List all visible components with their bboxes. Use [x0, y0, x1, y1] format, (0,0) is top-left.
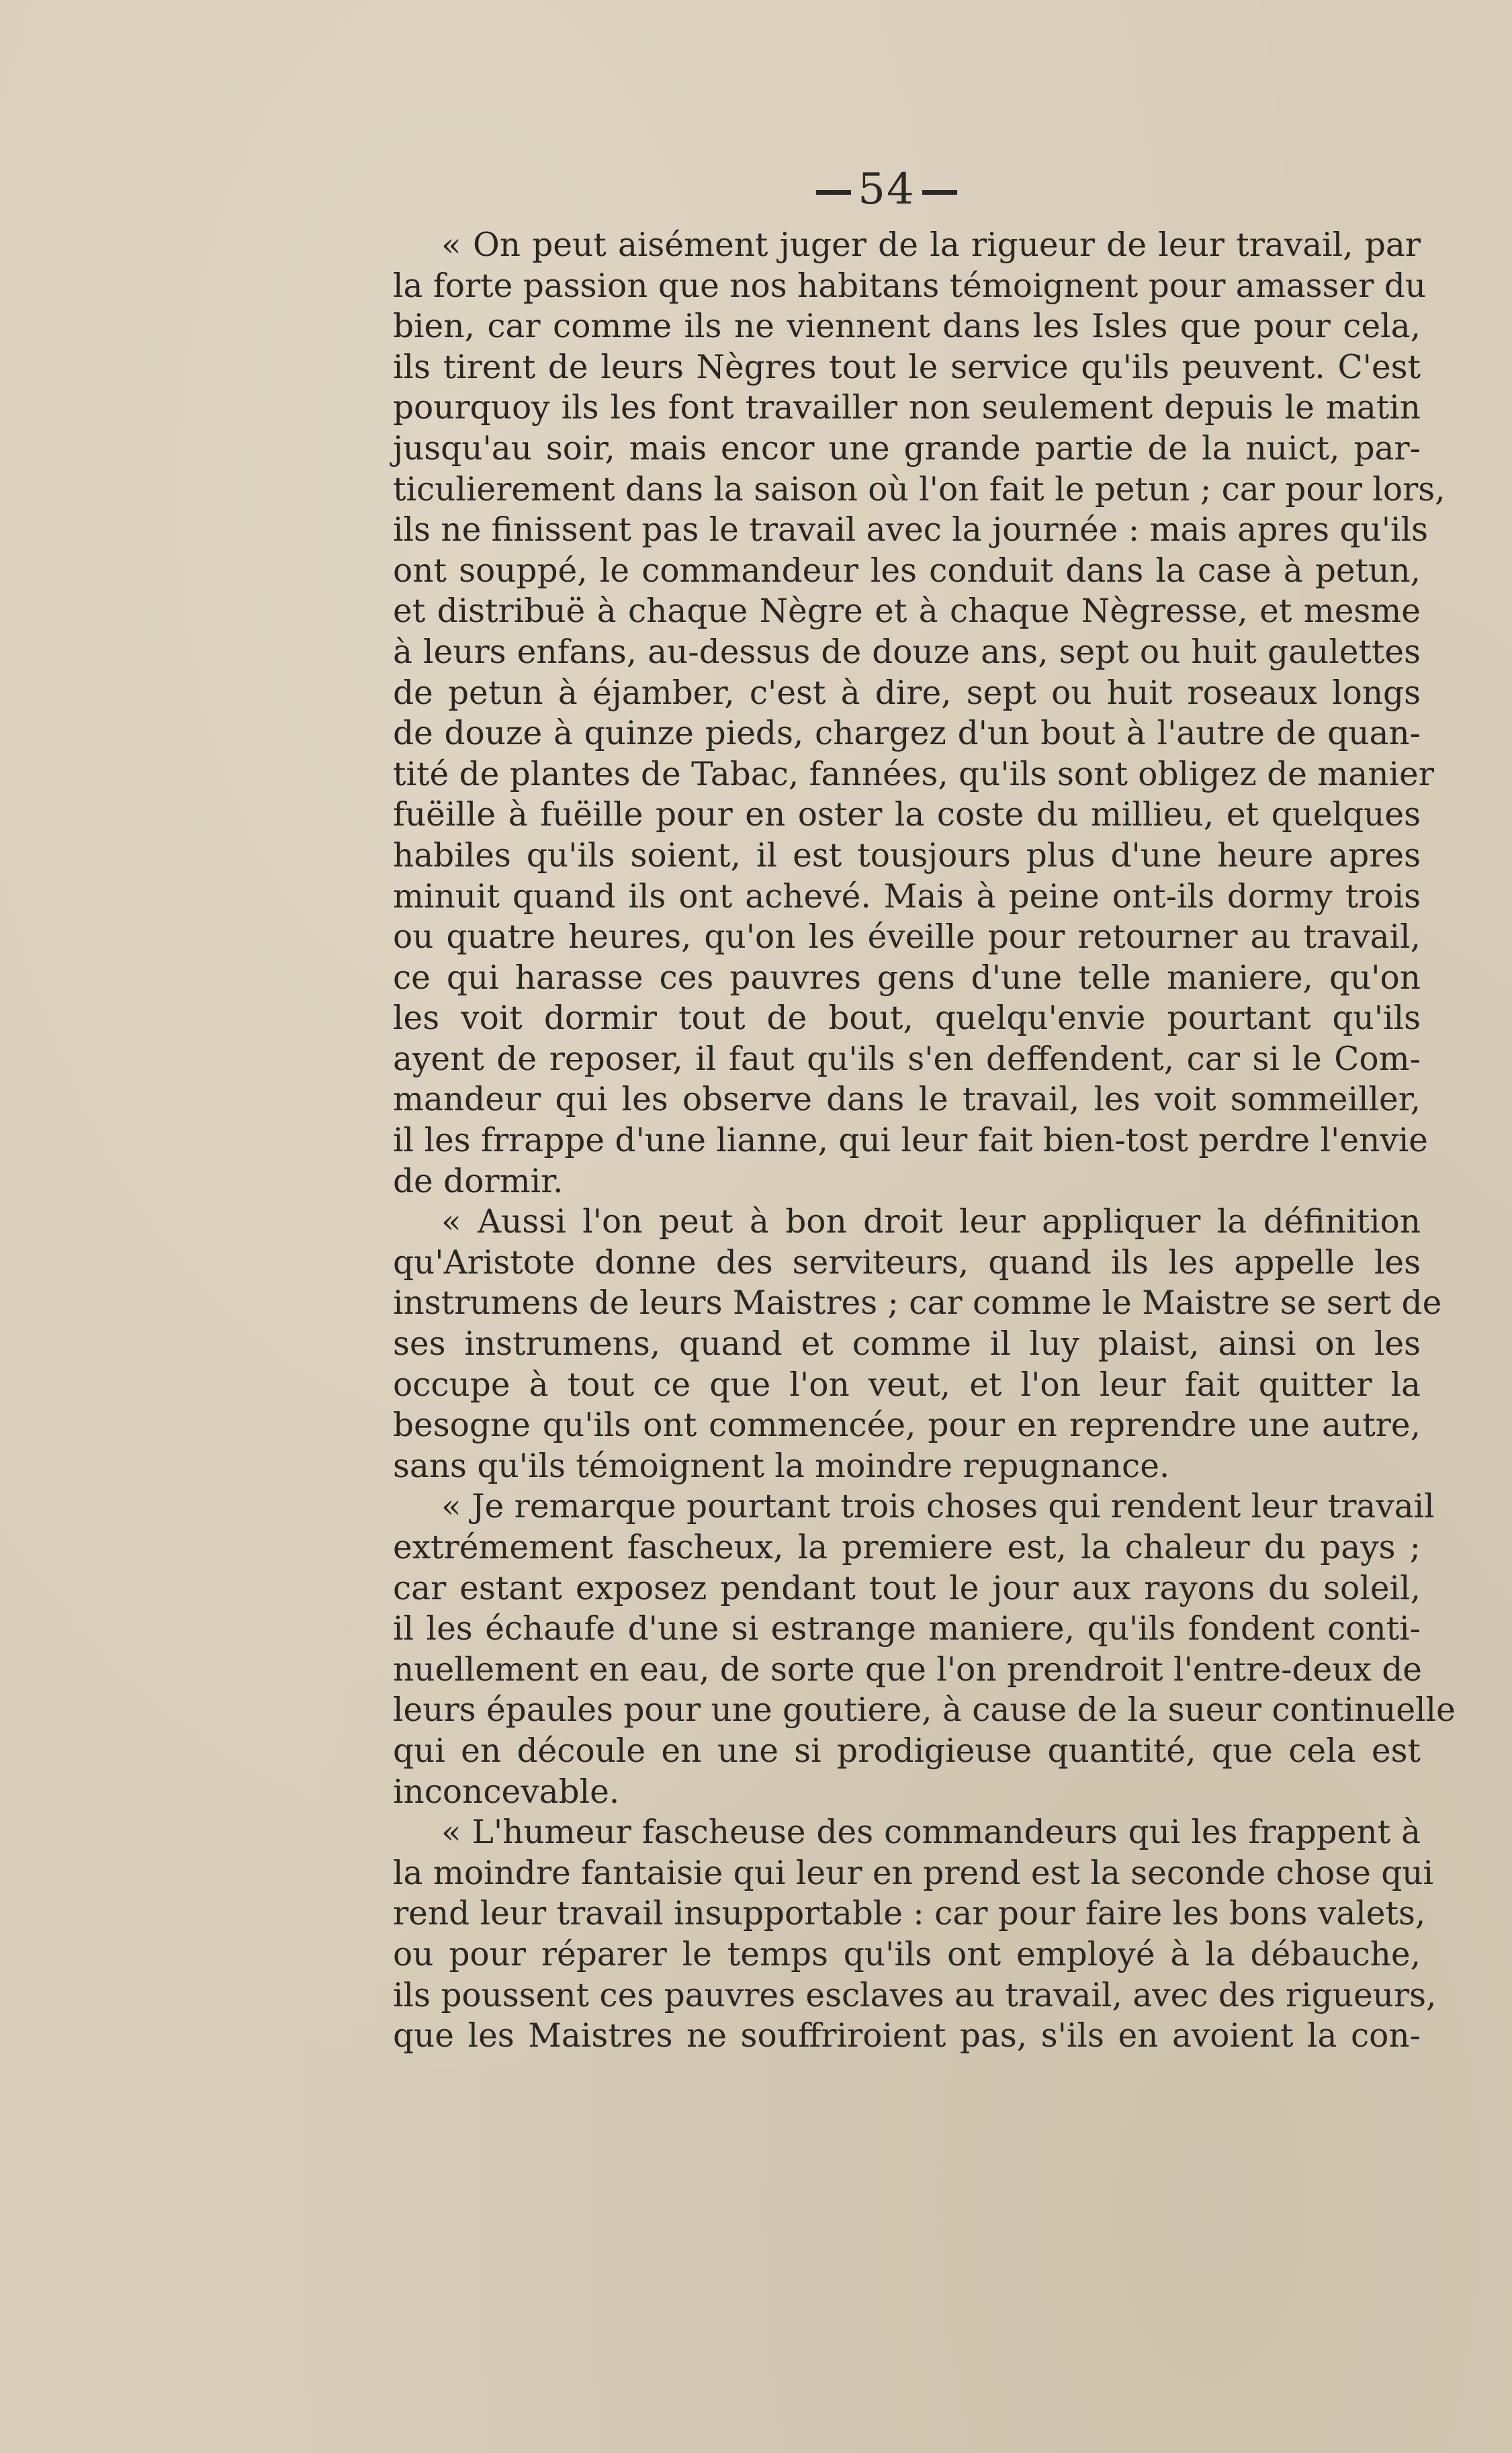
text-line: de douze à quinze pieds, chargez d'un bout à l'autre de quan-	[393, 715, 1421, 753]
text-line: ce qui harasse ces pauvres gens d'une telle maniere, qu'on	[393, 958, 1421, 997]
text-line: la moindre fantaisie qui leur en prend est la seconde chose qui	[393, 1854, 1434, 1892]
page-number-text: 54	[858, 165, 916, 214]
text-line: ou pour réparer le temps qu'ils ont employé à la débauche,	[393, 1935, 1421, 1973]
page-number	[793, 165, 981, 214]
text-line: et distribuë à chaque Nègre et à chaque Nègresse, et mesme	[393, 592, 1421, 631]
text-line: nuellement en eau, de sorte que l'on prendroit l'entre-deux de	[393, 1650, 1422, 1689]
text-line: fuëille à fuëille pour en oster la coste du millieu, et quelques	[393, 796, 1421, 834]
text-line: qui en découle en une si prodigieuse quantité, que cela est	[393, 1732, 1421, 1770]
text-line: il les frrappe d'une lianne, qui leur fait bien-tost perdre l'envie	[393, 1122, 1428, 1160]
text-line: habiles qu'ils soient, il est tousjours plus d'une heure apres	[393, 836, 1421, 875]
text-line: leurs épaules pour une goutiere, à cause de la sueur continuelle	[393, 1691, 1456, 1730]
text-line: il les échaufe d'une si estrange maniere, qu'ils fondent conti-	[393, 1610, 1421, 1648]
text-line: à leurs enfans, au-dessus de douze ans, sept ou huit gaulettes	[393, 633, 1421, 671]
text-line: sans qu'ils témoignent la moindre repugnance.	[393, 1447, 1170, 1485]
text-line: rend leur travail insupportable : car pour faire les bons valets,	[393, 1895, 1426, 1933]
text-line: de dormir.	[393, 1162, 564, 1200]
text-line: bien, car comme ils ne viennent dans les Isles que pour cela,	[393, 308, 1421, 346]
text-line: tité de plantes de Tabac, fannées, qu'ils sont obligez de manier	[393, 755, 1434, 793]
body-text	[393, 225, 1456, 2057]
text-line: car estant exposez pendant tout le jour aux rayons du soleil,	[393, 1569, 1421, 1607]
text-line: occupe à tout ce que l'on veut, et l'on leur fait quitter la	[393, 1366, 1421, 1404]
text-line: ou quatre heures, qu'on les éveille pour retourner au travail,	[393, 918, 1421, 956]
text-line: ils poussent ces pauvres esclaves au travail, avec des rigueurs,	[393, 1976, 1437, 2014]
text-line: ses instrumens, quand et comme il luy plaist, ainsi on les	[393, 1325, 1421, 1364]
text-line: jusqu'au soir, mais encor une grande partie de la nuict, par-	[393, 429, 1421, 467]
text-line: minuit quand ils ont achevé. Mais à peine ont-ils dormy trois	[393, 877, 1421, 916]
right-dash-ornament	[922, 190, 957, 195]
text-line: ont souppé, le commandeur les conduit dans la case à petun,	[393, 551, 1421, 590]
text-line: ticulierement dans la saison où l'on fait le petun ; car pour lors,	[393, 470, 1446, 508]
text-line: besogne qu'ils ont commencée, pour en reprendre une autre,	[393, 1407, 1421, 1445]
text-line: ayent de reposer, il faut qu'ils s'en deffendent, car si le Com-	[393, 1040, 1421, 1078]
text-line: la forte passion que nos habitans témoignent pour amasser du	[393, 267, 1426, 305]
text-line: mandeur qui les observe dans le travail, les voit sommeiller,	[393, 1081, 1421, 1119]
text-line: qu'Aristote donne des serviteurs, quand ils les appelle les	[393, 1243, 1421, 1282]
text-line: « Aussi l'on peut à bon droit leur appliquer la définition	[441, 1203, 1421, 1241]
text-line: « On peut aisément juger de la rigueur de leur travail, par	[441, 226, 1421, 264]
text-line: les voit dormir tout de bout, quelqu'envie pourtant qu'ils	[393, 999, 1421, 1038]
text-line: de petun à éjamber, c'est à dire, sept ou huit roseaux longs	[393, 674, 1421, 712]
text-line: pourquoy ils les font travailler non seulement depuis le matin	[393, 389, 1421, 427]
text-line: « Je remarque pourtant trois choses qui rendent leur travail	[441, 1488, 1435, 1526]
text-line: « L'humeur fascheuse des commandeurs qui les frappent à	[441, 1814, 1421, 1852]
text-line: extrémement fascheux, la premiere est, la chaleur du pays ;	[393, 1529, 1421, 1566]
text-line: instrumens de leurs Maistres ; car comme le Maistre se sert de	[393, 1284, 1442, 1323]
text-line: ils tirent de leurs Nègres tout le service qu'ils peuvent. C'est	[393, 348, 1421, 386]
text-line: ils ne finissent pas le travail avec la journée : mais apres qu'ils	[393, 511, 1428, 549]
text-line: inconcevable.	[393, 1773, 620, 1811]
text-line: que les Maistres ne souffriroient pas, s'ils en avoient la con-	[393, 2017, 1421, 2055]
left-dash-ornament	[816, 190, 851, 195]
